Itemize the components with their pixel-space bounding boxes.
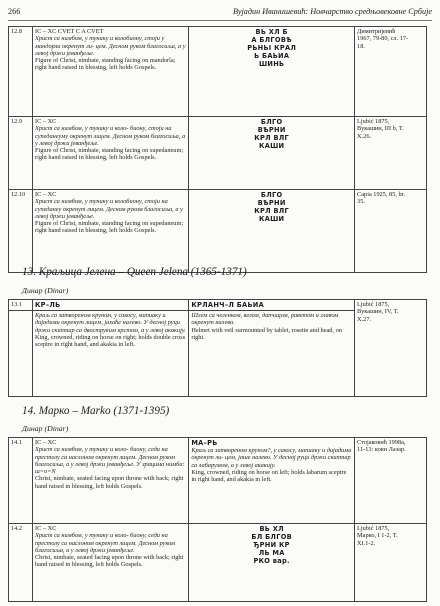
inscription-line: КАШИ	[259, 215, 285, 223]
description-sr: Шлем са челенком, велом, дапчицом, раветом и главом окренут налево.	[191, 312, 339, 327]
inscription-line: БЛГО	[260, 118, 283, 126]
description-sr: Христ са нимбом, у тунику и коло- биону, седи на престолу са наслоном окренут лицем. Десном руком благосиља, а у левој држи јеванђеље.	[34, 532, 176, 554]
legend: IC – XC	[34, 191, 57, 198]
literature-line: X.27.	[357, 315, 372, 323]
row-number: 12.10	[9, 190, 33, 273]
table-section-12	[8, 26, 427, 273]
row-number: 14.1	[9, 438, 33, 524]
reverse-inscription	[189, 27, 355, 117]
legend: IC – XC	[34, 118, 57, 125]
empty-cell	[9, 311, 33, 397]
table-row	[9, 27, 427, 117]
inscription-line: ВЬ ХЛ	[259, 525, 284, 533]
inscription-line: А БЛГОВѢ	[251, 36, 293, 44]
legend: IC – XC CVET C A CVET	[34, 28, 104, 35]
reverse-description	[189, 438, 355, 524]
literature	[355, 117, 427, 190]
table-row	[9, 524, 427, 602]
literature-line: X.26.	[357, 132, 372, 140]
table-row	[9, 190, 427, 273]
reverse-inscription: МА–РЬ	[191, 439, 218, 447]
section-title-jelena: 13. Краљица Јелена – Queen Jelena (1365-1371)	[22, 266, 247, 278]
description-en: King, crowned, riding on horse on right; holds double cross sceptre in right hand, and akakia in left.	[34, 333, 186, 349]
description-en: King, crowned, riding on horse on left; holds labarum sceptre in right hand, and akakia in left.	[191, 468, 347, 484]
literature	[355, 524, 427, 602]
obverse-description	[32, 524, 188, 602]
inscription-line: БЛГО	[260, 191, 283, 199]
reverse-inscription	[189, 524, 355, 602]
literature-line: Саріа 1925, 85, br.	[357, 191, 405, 198]
table-row	[9, 117, 427, 190]
legend: IC – XC	[34, 525, 57, 532]
description-sr: Христ са нимбом, у тунику и коло- биону, седи на престолу са наслоном окренут лицем. Десном руком благосиља, а у левој држи јеванђеље. У зрацима нимба: ш=о=N	[34, 446, 185, 476]
description-sr: Христ са нимбом, у тунику и коло- биону, стоји на супеданеуму окренут лицем. Десном руком благосиља, а у левој држи јеванђеље.	[34, 125, 186, 147]
section-subtitle-dinar: Динар (Dinar)	[22, 424, 69, 433]
inscription-line: ЛЬ МА	[258, 549, 285, 557]
inscription-line: ВЬ ХЛ Б	[255, 28, 288, 36]
reverse-inscription	[189, 190, 355, 273]
literature-line: Ljubić 1875,	[357, 301, 390, 308]
description-sr: Краљ са затвореном круном?, у сакосу, мапиаку и дијадими окренут ли- цем, јаше налево. У десној руци држи скиптар са лабарумом, а у левој акакију.	[191, 447, 352, 469]
literature-line: Ljubić 1875,	[357, 525, 390, 532]
literature	[355, 438, 427, 524]
description-en: Christ, nimbate, seated facing upon throne with back; right hand raised in blessing, left holds Gospels.	[34, 475, 184, 490]
obverse-description	[32, 117, 188, 190]
row-number: 12.8	[9, 27, 33, 117]
literature-line: Вукашин, IV, T.	[357, 308, 399, 316]
table-row	[9, 438, 427, 524]
description-en: Figure of Christ, nimbate, standing facing on mandorla; right hand raised in blessing, left holds Gospels.	[34, 57, 176, 72]
table-section-13	[8, 299, 427, 397]
section-subtitle-dinar: Динар (Dinar)	[22, 286, 69, 295]
literature	[355, 27, 427, 117]
inscription-line: КАШИ	[259, 142, 285, 150]
reverse-description	[189, 311, 355, 397]
description-en: Helmet with veil surmounted by tablet, rosette and head, on right.	[191, 326, 342, 341]
reverse-inscription	[189, 117, 355, 190]
literature-line: 11-13: ковн Лазар.	[357, 446, 406, 454]
description-en: Figure of Christ, nimbate, standing facing on supedaneum; right hand raised in blessing, left holds Gospels.	[34, 220, 184, 235]
inscription-line: ВѢРНИ	[257, 126, 286, 134]
inscription-line: КРЛ ВЛГ	[254, 207, 290, 215]
description-en: Figure of Christ, nimbate, standing facing on supedaneum; right hand raised in blessing, left holds Gospels.	[34, 147, 184, 162]
obverse-description	[32, 311, 188, 397]
table-row	[9, 300, 427, 311]
reverse-inscription: КРЛАНЧ–Л БАЬИА	[189, 300, 355, 311]
obverse-description	[32, 438, 188, 524]
legend: IC – XC	[34, 439, 57, 446]
inscription-line: КРЛ ВЛГ	[254, 134, 290, 142]
inscription-line: ШИНЬ	[258, 60, 285, 68]
literature-line: 1967, 79-80, сл. 17-	[357, 35, 409, 43]
description-sr: Христ са нимбом, у тунику и колобиону, стоји у мандорли окренут ли- цем. Десном руком благосиља, а у левој држи јеванђеље.	[34, 35, 186, 57]
page-number: 266	[8, 7, 21, 16]
inscription-line: БЛ БЛГОВ	[251, 533, 292, 541]
row-number: 14.2	[9, 524, 33, 602]
description-en: Christ, nimbate, seated facing upon throne with back; right hand raised in blessing, left holds Gospels.	[34, 554, 184, 569]
literature-line: XI.1-2.	[357, 539, 376, 547]
table-section-14	[8, 437, 427, 602]
literature-line: Вукашин, III b, T.	[357, 125, 404, 133]
literature	[355, 190, 427, 273]
section-title-marko: 14. Марко – Marko (1371-1395)	[22, 405, 170, 417]
literature-line: Стојаковић 1998a,	[357, 439, 406, 446]
inscription-line: ВѢРНИ	[257, 199, 286, 207]
literature-line: Марко, I 1-2, T.	[357, 532, 398, 540]
literature-line: 18.	[357, 42, 365, 50]
literature	[355, 300, 427, 397]
obverse-description	[32, 190, 188, 273]
obverse-description	[32, 27, 188, 117]
page-header	[8, 6, 432, 21]
literature-line: Димитријевић	[357, 28, 396, 35]
inscription-line: ЂРНИ КР	[253, 541, 290, 549]
description-sr: Христ са нимбом, у тунику и колобиону, стоји на супеданеу окренут лицем. Десном руком благосиља, а у левој држи јеванђеље.	[34, 198, 183, 220]
row-number: 12.9	[9, 117, 33, 190]
inscription-line: РЬНЬІ КРАЛ	[247, 44, 297, 52]
inscription-line: РКО вар.	[253, 557, 290, 565]
inscription-line: Ь БАЬИА	[254, 52, 290, 60]
description-sr: Краљ са затвореном круном, у сакосу, мапиаку и дијадими окренут лицем, јахаће налево. У десној руци држи скиптар са двоструким крстом, а у левој акакију.	[34, 312, 186, 334]
literature-line: 35.	[357, 198, 365, 206]
literature-line: Ljubić 1875,	[357, 118, 390, 125]
obverse-inscription: КР–ЛЬ	[32, 300, 188, 311]
row-number: 13.1	[9, 300, 33, 311]
running-title: Вујадин Иванишевић: Новчарство средњовековне Србије	[232, 7, 432, 16]
